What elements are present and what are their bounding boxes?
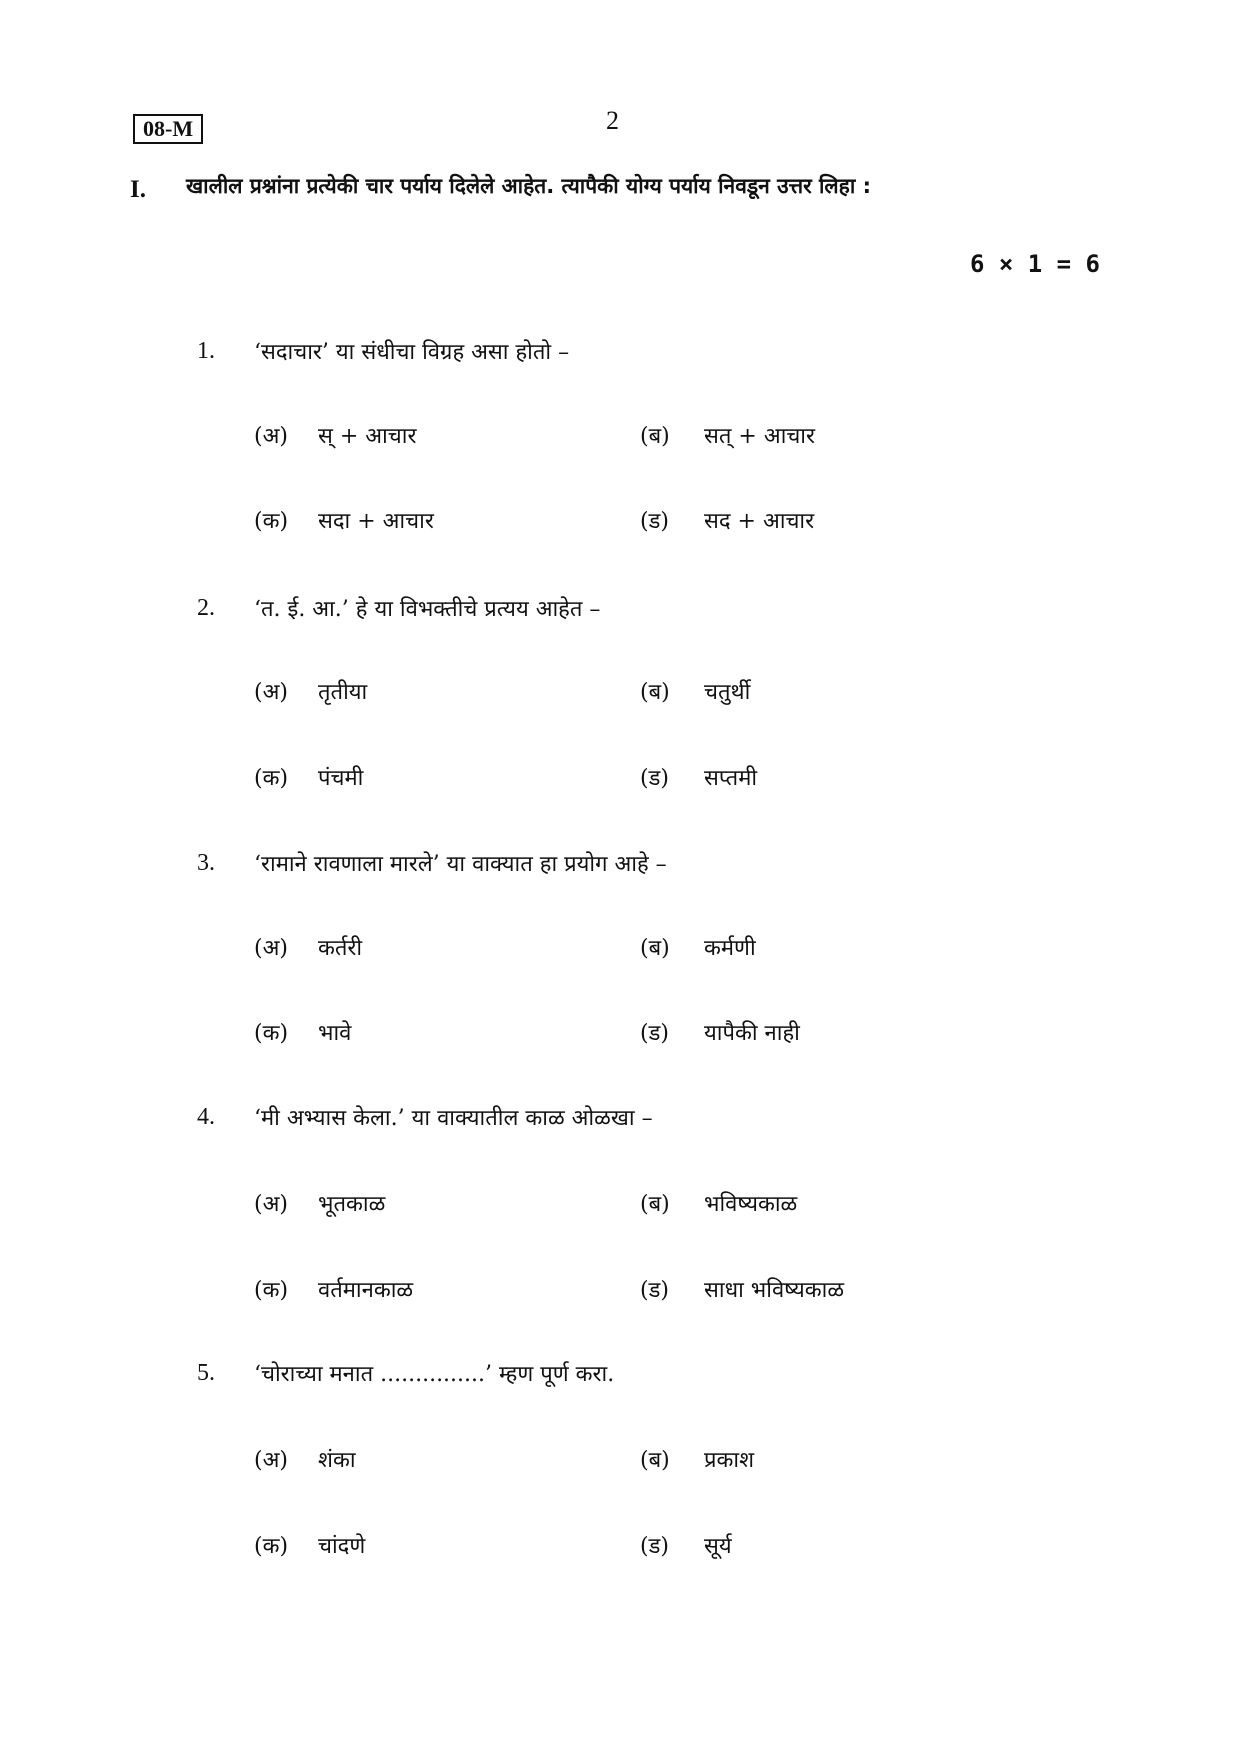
option-label: (ड) (640, 1534, 669, 1559)
option-label: (क) (254, 766, 289, 791)
option-d (640, 505, 814, 535)
option-text: भावे (318, 1021, 352, 1046)
option-label: (क) (254, 1278, 289, 1303)
option-text: प्रकाश (704, 1448, 755, 1473)
question-number: 3. (197, 850, 215, 876)
option-c (254, 1274, 413, 1304)
option-d (640, 1274, 844, 1304)
option-a (254, 1444, 356, 1474)
option-label: (क) (254, 509, 289, 534)
option-label: (ड) (640, 1278, 669, 1303)
question-text: ‘मी अभ्यास केला.’ या वाक्यातील काळ ओळखा – (254, 1106, 653, 1131)
question-text: ‘चोराच्या मनात ...............’ म्हण पूर्ण करा. (254, 1362, 615, 1387)
option-label: (ब) (640, 1448, 670, 1473)
option-label: (अ) (254, 1192, 288, 1217)
option-label: (अ) (254, 936, 288, 961)
option-text: भविष्यकाळ (704, 1192, 798, 1217)
option-label: (ड) (640, 1021, 669, 1046)
question-number: 5. (197, 1360, 215, 1386)
page-number: 2 (606, 106, 619, 135)
option-text: शंका (318, 1448, 356, 1473)
option-b (640, 1188, 797, 1218)
option-d (640, 1530, 732, 1560)
section-number: I. (130, 176, 146, 203)
option-label: (ब) (640, 1192, 670, 1217)
option-b (640, 420, 815, 450)
option-a (254, 676, 367, 706)
option-label: (ब) (640, 680, 670, 705)
option-text: साधा भविष्यकाळ (704, 1278, 845, 1303)
option-d (640, 1017, 800, 1047)
option-text: सदा + आचार (318, 509, 434, 534)
option-text: यापैकी नाही (704, 1021, 800, 1046)
section-instruction: खालील प्रश्नांना प्रत्येकी चार पर्याय दिलेले आहेत. त्यापैकी योग्य पर्याय निवडून उत्तर लिहा : (186, 174, 871, 198)
option-label: (ड) (640, 766, 669, 791)
option-c (254, 1530, 365, 1560)
option-label: (ड) (640, 509, 669, 534)
option-b (640, 1444, 754, 1474)
option-b (640, 932, 756, 962)
option-b (640, 676, 750, 706)
option-label: (अ) (254, 680, 288, 705)
option-d (640, 762, 757, 792)
option-text: सद + आचार (704, 509, 815, 534)
option-a (254, 420, 416, 450)
question-text: ‘सदाचार’ या संधीचा विग्रह असा होतो – (254, 340, 570, 365)
option-text: स् + आचार (318, 424, 417, 449)
option-text: चांदणे (318, 1534, 366, 1559)
option-text: भूतकाळ (318, 1192, 386, 1217)
option-c (254, 505, 434, 535)
question-number: 2. (197, 595, 215, 621)
option-text: चतुर्थी (704, 680, 751, 705)
option-text: सत् + आचार (704, 424, 815, 449)
option-label: (अ) (254, 424, 288, 449)
option-text: सप्तमी (704, 766, 758, 791)
option-label: (क) (254, 1534, 289, 1559)
option-text: कर्तरी (318, 936, 363, 961)
option-label: (ब) (640, 936, 670, 961)
question-text: ‘त. ई. आ.’ हे या विभक्तीचे प्रत्यय आहेत – (254, 597, 601, 622)
option-label: (ब) (640, 424, 670, 449)
option-c (254, 762, 363, 792)
option-a (254, 932, 362, 962)
question-number: 4. (197, 1104, 215, 1130)
option-text: वर्तमानकाळ (318, 1278, 414, 1303)
option-text: पंचमी (318, 766, 364, 791)
option-label: (क) (254, 1021, 289, 1046)
option-text: सूर्य (704, 1534, 732, 1559)
option-label: (अ) (254, 1448, 288, 1473)
paper-code: 08-M (133, 114, 203, 144)
question-number: 1. (197, 338, 215, 364)
option-a (254, 1188, 385, 1218)
question-text: ‘रामाने रावणाला मारले’ या वाक्यात हा प्रयोग आहे – (254, 852, 667, 877)
option-text: कर्मणी (704, 936, 756, 961)
section-marks: 6 × 1 = 6 (969, 250, 1100, 278)
option-c (254, 1017, 351, 1047)
option-text: तृतीया (318, 680, 368, 705)
